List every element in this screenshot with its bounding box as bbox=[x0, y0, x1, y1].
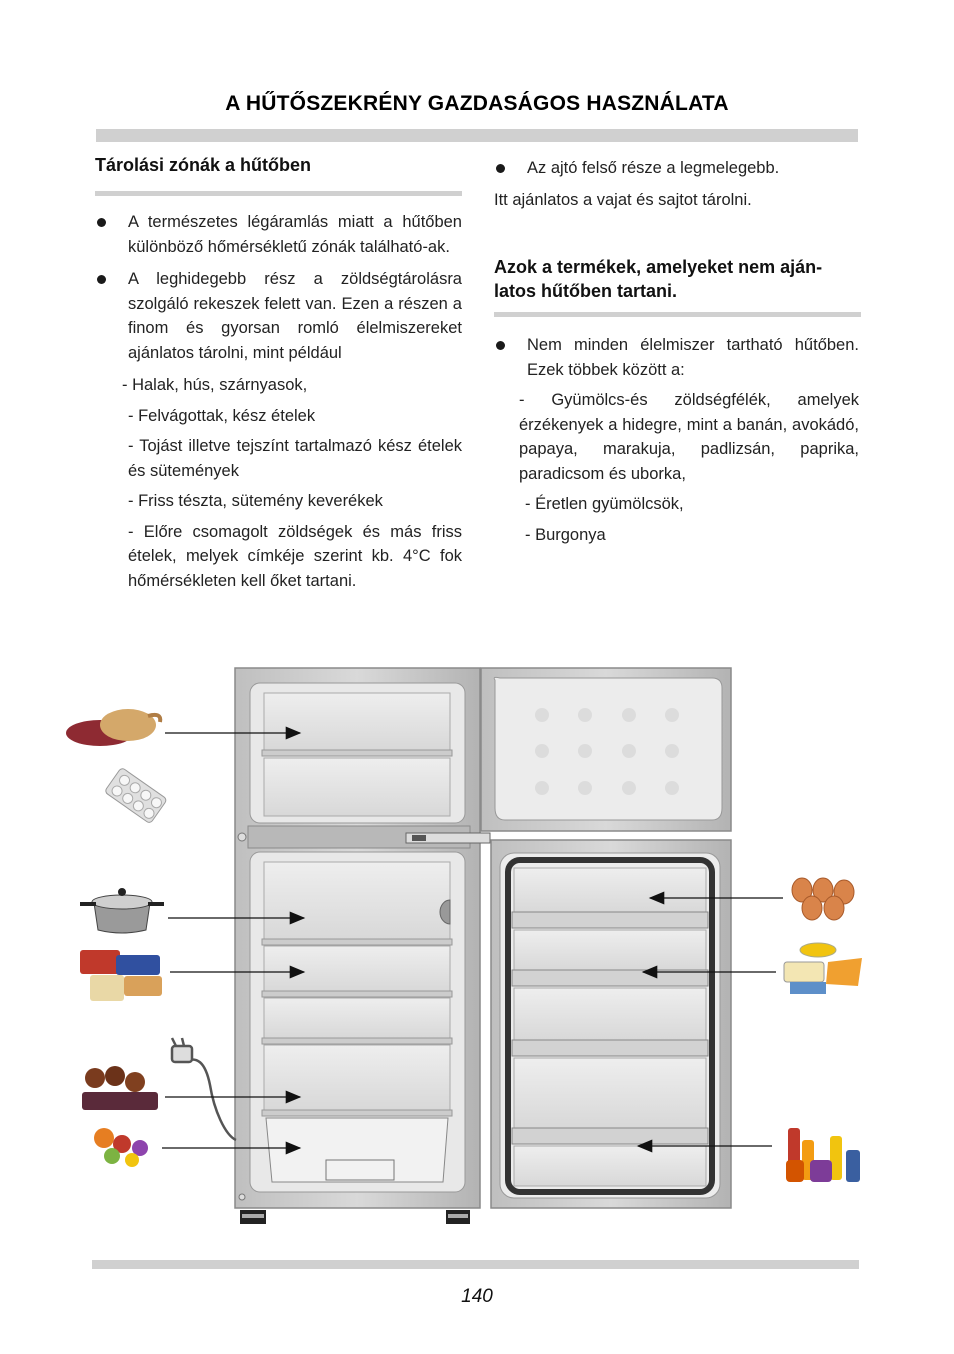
packaged-food-icon bbox=[80, 950, 162, 1001]
list-item: - Halak, hús, szárnyasok, bbox=[122, 376, 308, 394]
refrigerator-illustration bbox=[0, 650, 954, 1240]
fridge-body bbox=[235, 668, 490, 1224]
bullet-not-all-food: Nem minden élelmiszer tartható hűtőben. Ezek többek között a: bbox=[494, 333, 859, 382]
heading-divider bbox=[95, 191, 462, 196]
bullet-coldest-zone: A leghidegebb rész a zöldségtárolásra szolgáló rekeszek felett van. Ezen a részen a finom és gyorsan romló élelmiszereket ajánlatos tárolni, mint például bbox=[95, 267, 462, 365]
left-column bbox=[95, 152, 462, 593]
eggs-icon bbox=[792, 878, 854, 920]
list-item: - Előre csomagolt zöldségek és más friss ételek, melyek címkéje szerint kb. 4°C fok hőmérsékleten kell őket tartani. bbox=[128, 522, 462, 590]
list-item: - Felvágottak, kész ételek bbox=[128, 406, 316, 425]
footer-divider bbox=[92, 1260, 859, 1269]
heading-divider-2 bbox=[494, 312, 861, 317]
power-cord bbox=[172, 1038, 236, 1140]
list-item: - Gyümölcs-és zöldségfélék, amelyek érzékenyek a hidegre, mint a banán, avokádó, papaya, marakuja, padlizsán, paprika, paradicsom és uborka, bbox=[519, 391, 859, 483]
cooking-pot-icon bbox=[80, 888, 164, 933]
bullet-air-circulation: A természetes légáramlás miatt a hűtőben különböző hőmérsékletű zónák található-ak. bbox=[95, 210, 462, 259]
list-item: - Éretlen gyümölcsök, bbox=[525, 495, 684, 513]
storage-food-list bbox=[95, 373, 462, 593]
cold-cuts-icon bbox=[82, 1066, 158, 1110]
fruits-icon bbox=[94, 1128, 148, 1167]
meat-poultry-icon bbox=[66, 709, 160, 746]
door-storage-text: Itt ajánlatos a vajat és sajtot tárolni. bbox=[494, 190, 752, 209]
title-divider bbox=[96, 129, 858, 142]
right-column bbox=[494, 156, 859, 547]
fridge-doors bbox=[481, 668, 731, 1208]
list-item: - Friss tészta, sütemény keverékek bbox=[128, 492, 383, 510]
section-heading-not-recommended: Azok a termékek, amelyeket nem aján-latos hűtőben tartani. bbox=[494, 257, 823, 301]
section-heading-storage-zones: Tárolási zónák a hűtőben bbox=[95, 155, 312, 175]
eggs-tray-icon bbox=[104, 767, 167, 824]
list-item: - Tojást illetve tejszínt tartalmazó kész ételek és sütemények bbox=[128, 437, 462, 480]
bottles-jars-icon bbox=[786, 1128, 860, 1182]
page-title: A HŰTŐSZEKRÉNY GAZDASÁGOS HASZNÁLATA bbox=[225, 92, 729, 115]
butter-cheese-icon bbox=[784, 943, 862, 994]
not-recommended-list bbox=[494, 388, 859, 547]
list-item: - Burgonya bbox=[525, 525, 606, 544]
page-number: 140 bbox=[461, 1286, 493, 1307]
bullet-door-warmest: Az ajtó felső része a legmelegebb. bbox=[494, 156, 859, 181]
